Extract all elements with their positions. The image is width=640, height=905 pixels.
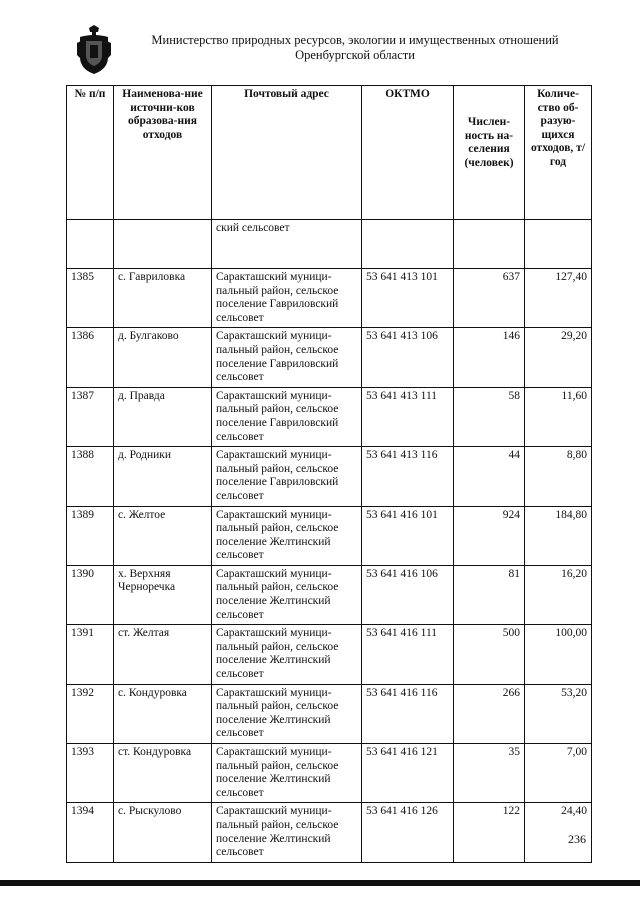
postal-address: Саракташский муници-пальный район, сельское поселение Гавриловский сельсовет	[212, 387, 362, 446]
bottom-border-bar	[0, 880, 640, 886]
population: 81	[454, 565, 525, 624]
table-row	[67, 328, 592, 387]
postal-address: Саракташский муници-пальный район, сельское поселение Желтинский сельсовет	[212, 684, 362, 743]
oktmo-code: 53 641 416 106	[362, 565, 454, 624]
page-number: 236	[568, 832, 586, 846]
table-row	[67, 684, 592, 743]
postal-address: Саракташский муници-пальный район, сельское поселение Желтинский сельсовет	[212, 506, 362, 565]
row-number: 1387	[67, 387, 114, 446]
population: 122	[454, 803, 525, 862]
postal-address: Саракташский муници-пальный район, сельское поселение Гавриловский сельсовет	[212, 447, 362, 506]
waste-amount: 8,80	[525, 447, 592, 506]
column-header-population: Числен-ность на-селения (человек)	[454, 86, 525, 220]
waste-amount: 53,20	[525, 684, 592, 743]
postal-address: Саракташский муници-пальный район, сельское поселение Желтинский сельсовет	[212, 625, 362, 684]
row-number: 1390	[67, 565, 114, 624]
source-name: с. Кондуровка	[114, 684, 212, 743]
table-row	[67, 744, 592, 803]
population: 924	[454, 506, 525, 565]
oktmo-code: 53 641 416 111	[362, 625, 454, 684]
oktmo-code: 53 641 416 116	[362, 684, 454, 743]
waste-amount: 11,60	[525, 387, 592, 446]
source-name: с. Желтое	[114, 506, 212, 565]
row-number: 1391	[67, 625, 114, 684]
column-header-waste-amount: Количе-ство об-разую-щихся отходов, т/год	[525, 86, 592, 220]
population: 44	[454, 447, 525, 506]
continuation-row	[67, 220, 592, 269]
source-name: ст. Желтая	[114, 625, 212, 684]
table-row	[67, 506, 592, 565]
oktmo-code: 53 641 413 111	[362, 387, 454, 446]
table-row	[67, 565, 592, 624]
source-name: с. Гавриловка	[114, 269, 212, 328]
ministry-name-line2: Оренбургской области	[295, 47, 415, 62]
table-header-row	[67, 86, 592, 220]
postal-address: Саракташский муници-пальный район, сельское поселение Гавриловский сельсовет	[212, 269, 362, 328]
waste-amount: 29,20	[525, 328, 592, 387]
oktmo-code: 53 641 413 101	[362, 269, 454, 328]
row-number: 1385	[67, 269, 114, 328]
ministry-header	[120, 33, 590, 62]
oktmo-code: 53 641 413 106	[362, 328, 454, 387]
waste-amount: 7,00	[525, 744, 592, 803]
oktmo-code: 53 641 416 126	[362, 803, 454, 862]
row-number: 1392	[67, 684, 114, 743]
source-name: д. Правда	[114, 387, 212, 446]
source-name: с. Рыскулово	[114, 803, 212, 862]
ministry-name-line1: Министерство природных ресурсов, экологии и имущественных отношений	[151, 33, 559, 47]
row-number: 1388	[67, 447, 114, 506]
source-name: д. Родники	[114, 447, 212, 506]
postal-address: Саракташский муници-пальный район, сельское поселение Желтинский сельсовет	[212, 565, 362, 624]
source-name: ст. Кондуровка	[114, 744, 212, 803]
waste-amount: 127,40	[525, 269, 592, 328]
table-row	[67, 447, 592, 506]
table-row	[67, 803, 592, 862]
population: 35	[454, 744, 525, 803]
source-name: х. Верхняя Черноречка	[114, 565, 212, 624]
waste-amount: 16,20	[525, 565, 592, 624]
source-name: д. Булгаково	[114, 328, 212, 387]
table-row	[67, 387, 592, 446]
waste-amount: 184,80	[525, 506, 592, 565]
column-header-source-name: Наименова-ние источни-ков образова-ния отходов	[114, 86, 212, 220]
row-number: 1394	[67, 803, 114, 862]
postal-address: Саракташский муници-пальный район, сельское поселение Гавриловский сельсовет	[212, 328, 362, 387]
table-row	[67, 269, 592, 328]
row-number: 1393	[67, 744, 114, 803]
waste-amount: 24,40	[525, 803, 592, 862]
column-header-postal-address: Почтовый адрес	[212, 86, 362, 220]
oktmo-code: 53 641 413 116	[362, 447, 454, 506]
row-number: 1389	[67, 506, 114, 565]
postal-address: Саракташский муници-пальный район, сельское поселение Желтинский сельсовет	[212, 803, 362, 862]
oktmo-code: 53 641 416 101	[362, 506, 454, 565]
coat-of-arms-emblem	[77, 25, 111, 75]
population: 266	[454, 684, 525, 743]
table-row	[67, 625, 592, 684]
population: 637	[454, 269, 525, 328]
continuation-address: ский сельсовет	[212, 220, 362, 269]
population: 500	[454, 625, 525, 684]
waste-sources-table	[66, 85, 592, 863]
oktmo-code: 53 641 416 121	[362, 744, 454, 803]
population: 146	[454, 328, 525, 387]
population: 58	[454, 387, 525, 446]
row-number: 1386	[67, 328, 114, 387]
column-header-oktmo: ОКТМО	[362, 86, 454, 220]
waste-amount: 100,00	[525, 625, 592, 684]
column-header-number: № п/п	[67, 86, 114, 220]
postal-address: Саракташский муници-пальный район, сельское поселение Желтинский сельсовет	[212, 744, 362, 803]
